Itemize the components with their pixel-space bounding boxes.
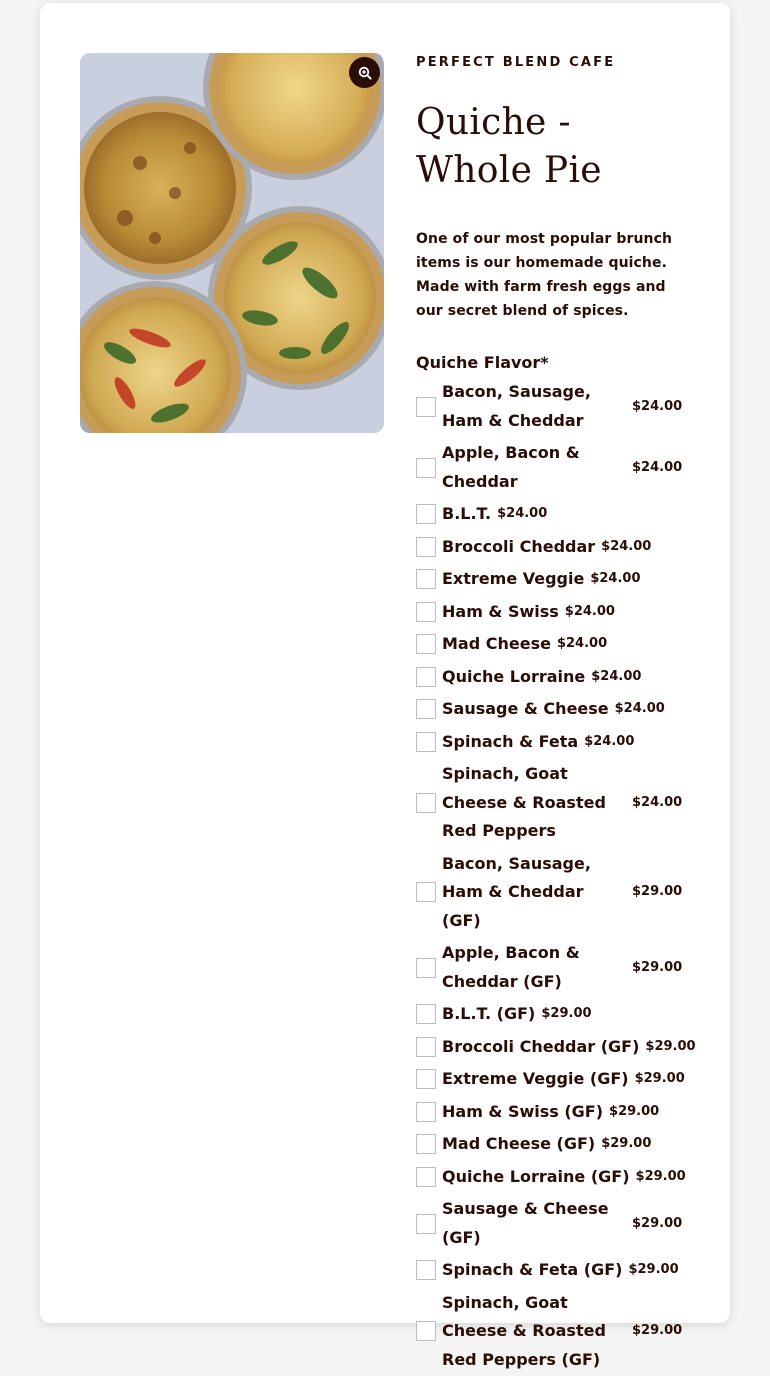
flavor-option-price: $29.00 xyxy=(632,882,682,902)
quiche-photo xyxy=(80,53,384,433)
product-description: One of our most popular brunch items is our homemade quiche. Made with farm fresh eggs and our secret blend of spices. xyxy=(416,227,696,323)
flavor-checkbox[interactable] xyxy=(416,1214,436,1234)
flavor-checkbox[interactable] xyxy=(416,397,436,417)
flavor-checkbox[interactable] xyxy=(416,1260,436,1280)
product-image[interactable] xyxy=(80,53,384,433)
flavor-option-name: Apple, Bacon & Cheddar (GF) xyxy=(442,939,626,996)
flavor-option[interactable] xyxy=(416,1031,696,1064)
flavor-option-price: $24.00 xyxy=(615,699,665,719)
flavor-checkbox[interactable] xyxy=(416,1167,436,1187)
flavor-option-price: $24.00 xyxy=(632,458,682,478)
flavor-option-name: Ham & Swiss (GF) xyxy=(442,1098,603,1127)
product-title xyxy=(416,99,696,195)
flavor-option-name: Mad Cheese xyxy=(442,630,551,659)
flavor-option-price: $24.00 xyxy=(584,732,634,752)
flavor-option-price: $24.00 xyxy=(591,667,641,687)
flavor-option-name: Extreme Veggie (GF) xyxy=(442,1065,629,1094)
flavor-option[interactable] xyxy=(416,1193,696,1254)
flavor-option-name: Spinach & Feta xyxy=(442,728,578,757)
flavor-option[interactable] xyxy=(416,693,696,726)
flavor-option[interactable] xyxy=(416,563,696,596)
flavor-options xyxy=(416,376,696,1376)
flavor-option-price: $29.00 xyxy=(636,1167,686,1187)
flavor-option[interactable] xyxy=(416,596,696,629)
flavor-option-price: $29.00 xyxy=(635,1069,685,1089)
flavor-option-name: Broccoli Cheddar (GF) xyxy=(442,1033,639,1062)
flavor-option-price: $24.00 xyxy=(632,793,682,813)
flavor-checkbox[interactable] xyxy=(416,504,436,524)
flavor-option-name: Quiche Lorraine xyxy=(442,663,585,692)
flavor-option[interactable] xyxy=(416,498,696,531)
flavor-checkbox[interactable] xyxy=(416,1069,436,1089)
flavor-checkbox[interactable] xyxy=(416,1037,436,1057)
flavor-option[interactable] xyxy=(416,1128,696,1161)
flavor-checkbox[interactable] xyxy=(416,1102,436,1122)
flavor-checkbox[interactable] xyxy=(416,732,436,752)
zoom-icon[interactable] xyxy=(349,57,380,88)
flavor-option-price: $24.00 xyxy=(632,397,682,417)
flavor-option-name: Mad Cheese (GF) xyxy=(442,1130,595,1159)
flavor-option-name: Spinach, Goat Cheese & Roasted Red Peppers xyxy=(442,760,626,846)
flavor-checkbox[interactable] xyxy=(416,667,436,687)
flavor-option[interactable] xyxy=(416,758,696,848)
flavor-checkbox[interactable] xyxy=(416,958,436,978)
flavor-checkbox[interactable] xyxy=(416,569,436,589)
flavor-option-name: Spinach & Feta (GF) xyxy=(442,1256,622,1285)
flavor-option-name: Sausage & Cheese xyxy=(442,695,609,724)
flavor-option[interactable] xyxy=(416,937,696,998)
flavor-option-price: $29.00 xyxy=(632,1214,682,1234)
flavor-option-price: $24.00 xyxy=(565,602,615,622)
flavor-option-price: $29.00 xyxy=(645,1037,695,1057)
flavor-option[interactable] xyxy=(416,1161,696,1194)
flavor-checkbox[interactable] xyxy=(416,793,436,813)
flavor-checkbox[interactable] xyxy=(416,1134,436,1154)
flavor-option-name: B.L.T. (GF) xyxy=(442,1000,535,1029)
flavor-option[interactable] xyxy=(416,531,696,564)
title-line-2: Whole Pie xyxy=(416,150,602,191)
flavor-checkbox[interactable] xyxy=(416,458,436,478)
flavor-option[interactable] xyxy=(416,437,696,498)
flavor-option-price: $29.00 xyxy=(632,1321,682,1341)
flavor-option-name: Apple, Bacon & Cheddar xyxy=(442,439,626,496)
flavor-option-price: $24.00 xyxy=(590,569,640,589)
title-line-1: Quiche - xyxy=(416,102,571,143)
flavor-checkbox[interactable] xyxy=(416,602,436,622)
flavor-option[interactable] xyxy=(416,998,696,1031)
flavor-option-price: $24.00 xyxy=(557,634,607,654)
flavor-checkbox[interactable] xyxy=(416,1004,436,1024)
flavor-option-name: Broccoli Cheddar xyxy=(442,533,595,562)
brand-name: PERFECT BLEND CAFE xyxy=(416,55,696,71)
flavor-option-name: B.L.T. xyxy=(442,500,491,529)
flavor-option[interactable] xyxy=(416,628,696,661)
flavor-checkbox[interactable] xyxy=(416,882,436,902)
flavor-option[interactable] xyxy=(416,376,696,437)
flavor-checkbox[interactable] xyxy=(416,699,436,719)
flavor-option-price: $29.00 xyxy=(628,1260,678,1280)
flavor-option-name: Bacon, Sausage, Ham & Cheddar xyxy=(442,378,626,435)
flavor-checkbox[interactable] xyxy=(416,537,436,557)
flavor-option-price: $24.00 xyxy=(497,504,547,524)
flavor-option-name: Extreme Veggie xyxy=(442,565,584,594)
flavor-option-price: $29.00 xyxy=(609,1102,659,1122)
flavor-checkbox[interactable] xyxy=(416,1321,436,1341)
flavor-label: Quiche Flavor* xyxy=(416,351,696,375)
flavor-option-name: Sausage & Cheese (GF) xyxy=(442,1195,626,1252)
flavor-option-name: Spinach, Goat Cheese & Roasted Red Peppers (GF) xyxy=(442,1289,626,1375)
flavor-option-price: $29.00 xyxy=(541,1004,591,1024)
flavor-option-price: $29.00 xyxy=(601,1134,651,1154)
flavor-option[interactable] xyxy=(416,848,696,938)
flavor-option-name: Ham & Swiss xyxy=(442,598,559,627)
flavor-option-price: $24.00 xyxy=(601,537,651,557)
flavor-option[interactable] xyxy=(416,1254,696,1287)
flavor-checkbox[interactable] xyxy=(416,634,436,654)
flavor-option-name: Quiche Lorraine (GF) xyxy=(442,1163,630,1192)
flavor-option[interactable] xyxy=(416,661,696,694)
flavor-option-name: Bacon, Sausage, Ham & Cheddar (GF) xyxy=(442,850,626,936)
flavor-option-price: $29.00 xyxy=(632,958,682,978)
flavor-option[interactable] xyxy=(416,726,696,759)
flavor-option[interactable] xyxy=(416,1063,696,1096)
flavor-option[interactable] xyxy=(416,1096,696,1129)
product-details xyxy=(416,53,696,1376)
